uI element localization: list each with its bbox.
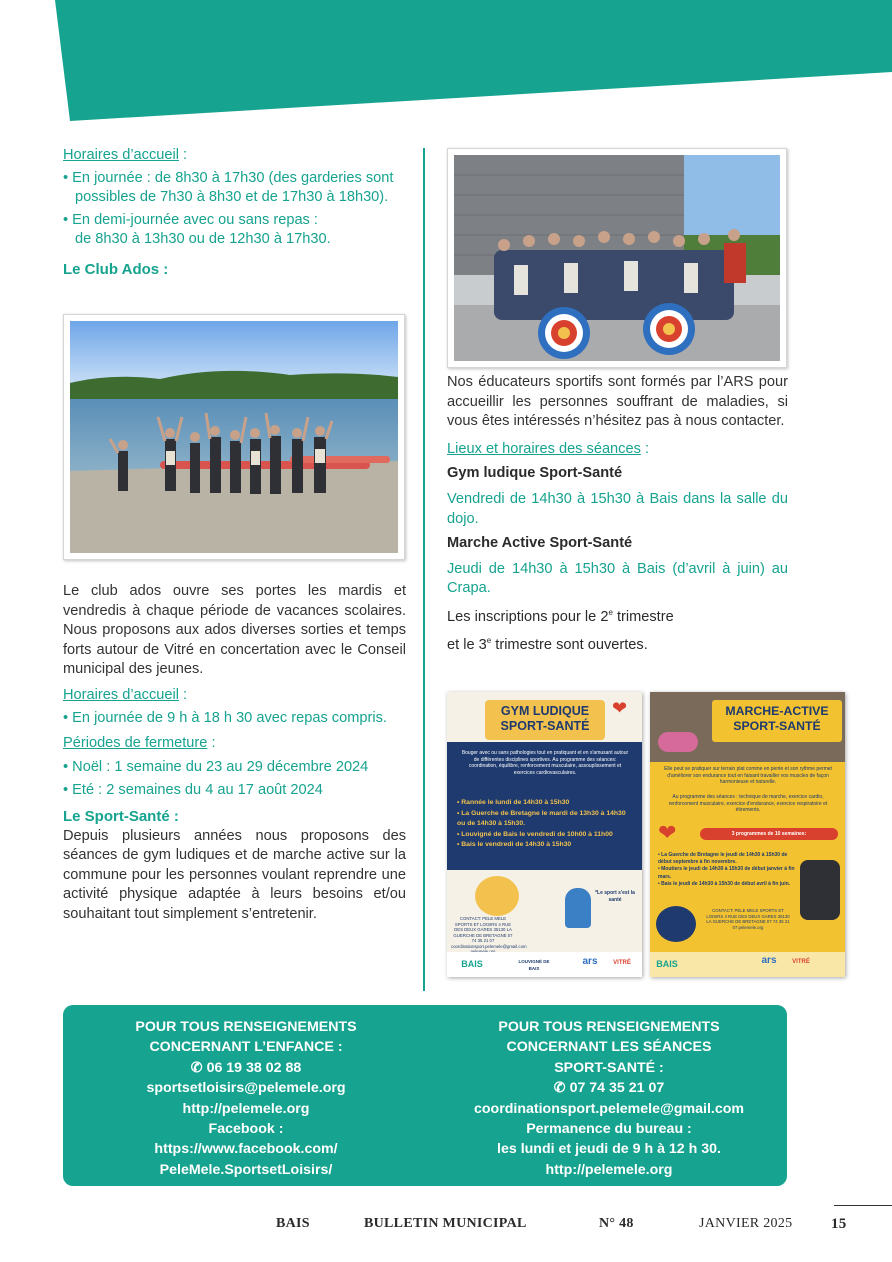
horaires-demi-journee: • En demi-journée avec ou sans repas : <box>63 211 318 228</box>
logo-vitre: VITRÉ <box>613 960 631 966</box>
pelemele-logo <box>475 876 519 916</box>
page-number: 15 <box>831 1216 847 1232</box>
column-divider <box>423 148 425 991</box>
sport-sante-title: Le Sport-Santé : <box>63 807 179 825</box>
walkers-legs-figure <box>800 860 840 920</box>
footer-bulletin: BULLETIN MUNICIPAL <box>364 1216 527 1231</box>
footer-date: JANVIER 2025 <box>699 1216 793 1231</box>
email-sport[interactable]: coordinationsport.pelemele@gmail.com <box>473 1100 745 1117</box>
left-column <box>63 146 406 280</box>
poster-gym-intro: Bouger avec ou sans pathologies tout en pratiquant et en s'amusant autour de différentes disciplines sportives. Au programme des séances: coordination, équilibre, renforcement musculaire, assouplissement et exercices cardiovasculaires. <box>461 750 629 776</box>
poster-gym-title: GYM LUDIQUE SPORT-SANTÉ <box>500 704 590 733</box>
site-enfance[interactable]: http://pelemele.org <box>182 1100 310 1117</box>
gym-ludique-text: Vendredi de 14h30 à 15h30 à Bais dans la salle du dojo. <box>447 490 788 527</box>
footer-issue: N° 48 <box>599 1216 634 1231</box>
poster-marche-contact: CONTACT: PELE MELE SPORTS ET LOISIRS 4 RUE DES DEUX GARES 35130 LA GUERCHE DE BRETAGNE 07 74 35 21 07 pelemele.org <box>706 908 790 930</box>
email-enfance[interactable]: sportsetloisirs@pelemele.org <box>146 1080 346 1097</box>
sport-sante-photo <box>447 148 787 368</box>
horaires-accueil-2: Horaires d’accueil : <box>63 686 188 703</box>
logo-louvigne: LOUVIGNÉ DE BAIS <box>518 959 550 971</box>
left-column-lower <box>63 582 406 925</box>
marche-active-title: Marche Active Sport-Santé <box>447 535 633 552</box>
poster-gym-contact: CONTACT: PELE MELE SPORTS ET LOISIRS 4 RUE DES DEUX GARES 35130 LA GUERCHE DE BRETAGNE 07 74 35 21 07 coordinationsport.pelemele@gmail.com <box>451 916 527 949</box>
site-sport[interactable]: http://pelemele.org <box>545 1161 673 1178</box>
gym-ludique-title: Gym ludique Sport-Santé <box>447 465 623 482</box>
horaires-demi-journee-cont: de 8h30 à 13h30 ou de 12h30 à 17h30. <box>75 231 331 248</box>
inscriptions-line2: et le 3e trimestre sont ouvertes. <box>447 636 648 654</box>
poster-gym-ludique <box>447 692 642 977</box>
lieux-horaires: Lieux et horaires des séances : <box>447 440 649 457</box>
poster-gym-bubble: *Le sport s'est la santé <box>595 890 635 903</box>
logo-bais-2: BAIS <box>656 959 678 969</box>
inscriptions-line1: Les inscriptions pour le 2e trimestre <box>447 607 674 625</box>
contact-enfance: POUR TOUS RENSEIGNEMENTS CONCERNANT L’ENFANCE : ✆ 06 19 38 02 88 sportsetloisirs@pelemele.org http://pelemele.org Facebook : https://www.facebook.com/ PeleMele.SportsetLoisirs/ <box>63 1017 429 1180</box>
poster-marche-programme: Au programme des séances : technique de marche, exercice cardio, renforcement musculaire, exercice d'endurance, exercice respiratoire et étirements. <box>668 794 828 813</box>
right-column <box>447 373 788 656</box>
walker-feet-icon <box>658 732 698 752</box>
heart-hands-icon: ❤ <box>658 820 677 845</box>
fermeture-noel: • Noël : 1 semaine du 23 au 29 décembre 2024 <box>63 758 369 775</box>
periodes-fermeture-label: Périodes de fermeture <box>63 735 208 752</box>
horaires-accueil-1: Horaires d’accueil : <box>63 147 188 163</box>
club-ados-title: Le Club Ados : <box>63 260 169 278</box>
horaires-accueil-label-2: Horaires d’accueil <box>63 686 179 703</box>
club-ados-photo <box>63 314 405 560</box>
runner-figure <box>565 888 591 928</box>
poster-marche-intro: Elle peut se pratiquer sur terrain plat comme en pente et son rythme permet d'améliorer son endurance tout en faisant travailler vos muscles de façon harmonieuse et naturelle. <box>664 766 832 785</box>
horaires-accueil-label: Horaires d’accueil <box>63 147 179 163</box>
logo-vitre-2: VITRÉ <box>792 959 810 965</box>
facebook-link[interactable]: https://www.facebook.com/ PeleMele.SportsetLoisirs/ <box>154 1141 338 1178</box>
ars-text: Nos éducateurs sportifs sont formés par l’ARS pour accueillir les personnes souffrant de maladies, si vous êtes intéressés n’hésitez pas à nous contacter. <box>447 374 788 430</box>
horaires-journee: • En journée : de 8h30 à 17h30 (des garderies sont possibles de 7h30 à 8h30 et de 17h30 à 18h30). <box>63 169 394 206</box>
marche-active-text: Jeudi de 14h30 à 15h30 à Bais (d’avril à juin) au Crapa. <box>447 560 788 597</box>
poster-marche-prog-head: 3 programmes de 10 semaines: <box>731 831 807 837</box>
logo-bais: BAIS <box>461 959 483 969</box>
logo-ars-2: ars <box>761 955 777 966</box>
poster-gym-schedule: • Rannée le lundi de 14h30 à 15h30 • La Guerche de Bretagne le mardi de 13h30 à 14h30 ou de 14h30 à 15h30. • Louvigné de Bais le vendredi de 10h00 à 11h00 • Bais le vendredi de 14h30 à 15h30 <box>457 799 626 848</box>
header-banner <box>0 0 892 125</box>
logo-ars: ars <box>582 956 598 967</box>
fermeture-ete: • Eté : 2 semaines du 4 au 17 août 2024 <box>63 782 323 799</box>
sport-sante-text: Depuis plusieurs années nous proposons des séances de gym ludiques et de marche active sur la commune pour les personnes voulant reprendre une activité physique adaptée à leurs besoins et/ou souhaitant tout simplement s’entretenir. <box>63 827 406 922</box>
poster-marche-title: MARCHE-ACTIVE SPORT-SANTÉ <box>725 704 829 733</box>
footer-rule <box>834 1205 892 1206</box>
heart-icon: ❤ <box>612 698 628 718</box>
footer-town: BAIS <box>276 1216 310 1231</box>
contact-box <box>63 1005 787 1186</box>
lieux-horaires-label: Lieux et horaires des séances <box>447 440 641 457</box>
contact-sport-sante: POUR TOUS RENSEIGNEMENTS CONCERNANT LES SÉANCES SPORT-SANTÉ : ✆ 07 74 35 21 07 coordinationsport.pelemele@gmail.com Permanence du bureau : les lundi et jeudi de 9 h à 12 h 30. http://pelemele.org <box>429 1017 789 1180</box>
horaires-journee-2: • En journée de 9 h à 18 h 30 avec repas compris. <box>63 709 387 726</box>
pelemele-logo-2 <box>656 906 696 942</box>
poster-marche-items: • La Guerche de Bretagne le jeudi de 14h30 à 15h30 de début septembre à fin novembre. • Moutiers le jeudi de 14h30 à 15h30 de début janvier à fin mars. • Bais le jeudi de 14h30 à 15h30 de début avril à fin juin. <box>658 852 795 887</box>
phone-sport[interactable]: ✆ 07 74 35 21 07 <box>553 1080 665 1097</box>
poster-marche-active <box>650 692 845 977</box>
periodes-fermeture: Périodes de fermeture : <box>63 735 216 752</box>
phone-enfance[interactable]: ✆ 06 19 38 02 88 <box>190 1059 302 1076</box>
club-ados-text: Le club ados ouvre ses portes les mardis et vendredis à chaque période de vacances scolaires. Nous proposons aux ados diverses sorties et temps forts autour de Vitré en concertation avec le Conseil municipal des jeunes. <box>63 583 406 678</box>
